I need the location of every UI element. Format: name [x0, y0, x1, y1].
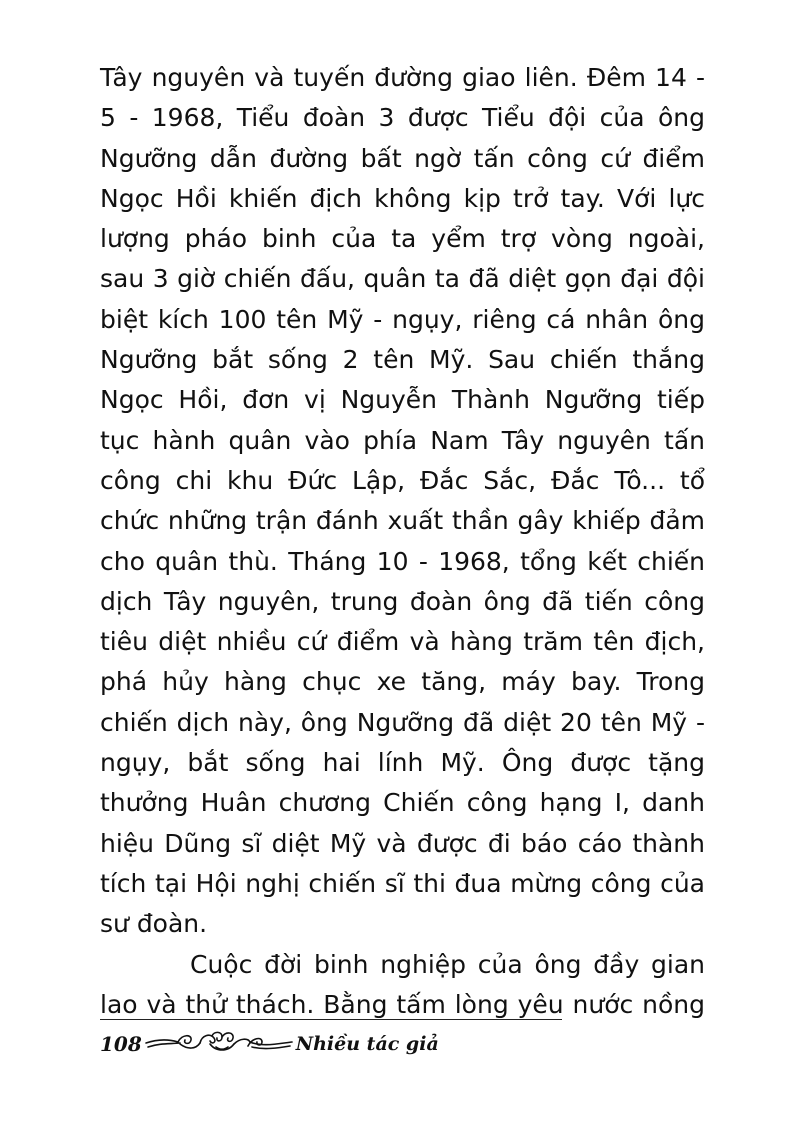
footer-rule — [100, 1019, 562, 1020]
text-line: ngụy, bắt sống hai lính Mỹ. Ông được tặng — [100, 748, 705, 778]
text-line: tục hành quân vào phía Nam Tây nguyên tấn — [100, 425, 705, 455]
text-line: thưởng Huân chương Chiến công hạng I, danh — [100, 788, 705, 818]
text-line: dịch Tây nguyên, trung đoàn ông đã tiến công — [100, 586, 705, 616]
text-line: chiến dịch này, ông Ngưỡng đã diệt 20 tên Mỹ - — [100, 707, 705, 737]
text-line: lao và thử thách. Bằng tấm lòng yêu nước nồng — [100, 989, 705, 1019]
author-credit: Nhiều tác giả — [295, 1033, 439, 1055]
text-line: Tây nguyên và tuyến đường giao liên. Đêm 14 - — [100, 63, 705, 92]
text-line: công chi khu Đức Lập, Đắc Sắc, Đắc Tô... tổ — [100, 465, 705, 495]
text-line: Ngưỡng dẫn đường bất ngờ tấn công cứ điểm — [100, 143, 705, 173]
text-line: biệt kích 100 tên Mỹ - ngụy, riêng cá nhân ông — [100, 304, 705, 334]
page-body-text — [100, 58, 705, 1025]
text-line: 5 - 1968, Tiểu đoàn 3 được Tiểu đội của ông — [100, 103, 705, 133]
scroll-ornament-icon — [144, 1030, 294, 1058]
text-line: sau 3 giờ chiến đấu, quân ta đã diệt gọn đại đội — [100, 264, 705, 294]
text-line: tích tại Hội nghị chiến sĩ thi đua mừng công của — [100, 868, 705, 898]
text-line: Ngưỡng bắt sống 2 tên Mỹ. Sau chiến thắng — [100, 345, 705, 375]
page-number: 108 — [100, 1032, 142, 1056]
text-line: sư đoàn. — [100, 909, 208, 939]
text-line: phá hủy hàng chục xe tăng, máy bay. Trong — [100, 667, 705, 697]
text-line: Cuộc đời binh nghiệp của ông đầy gian — [190, 949, 705, 979]
text-line: hiệu Dũng sĩ diệt Mỹ và được đi báo cáo thành — [100, 828, 705, 858]
text-line: cho quân thù. Tháng 10 - 1968, tổng kết chiến — [100, 546, 705, 576]
text-line: Ngọc Hồi khiến địch không kịp trở tay. Với lực — [100, 183, 705, 213]
page-footer — [100, 1029, 439, 1059]
text-line: Ngọc Hồi, đơn vị Nguyễn Thành Ngưỡng tiếp — [100, 385, 705, 415]
text-line: lượng pháo binh của ta yểm trợ vòng ngoài, — [100, 224, 705, 254]
text-line: tiêu diệt nhiều cứ điểm và hàng trăm tên địch, — [100, 627, 705, 657]
text-line: chức những trận đánh xuất thần gây khiếp đảm — [100, 506, 705, 536]
